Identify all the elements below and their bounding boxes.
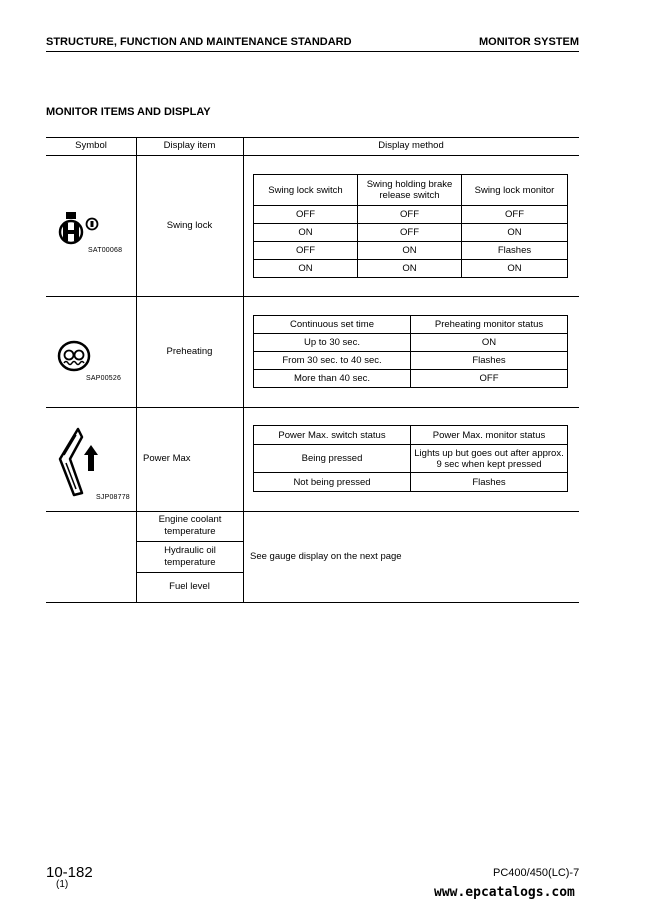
table-cell: Lights up but goes out after approx. 9 sec when kept pressed [411, 445, 568, 473]
power-max-icon [52, 425, 102, 497]
power-max-subheader: Power Max. monitor status [411, 426, 568, 445]
preheating-icon [56, 338, 96, 374]
header-left: STRUCTURE, FUNCTION AND MAINTENANCE STANDARD [46, 36, 352, 48]
revision-number: (1) [56, 879, 69, 890]
table-cell: ON [411, 334, 568, 352]
table-cell: ON [462, 224, 568, 242]
table-cell: OFF [411, 370, 568, 388]
swing-lock-symbol-code: SAT00068 [88, 247, 123, 254]
table-cell: ON [358, 260, 462, 278]
col-header-display-item: Display item [163, 140, 216, 151]
gauge-method-note: See gauge display on the next page [250, 551, 402, 562]
table-row [254, 260, 568, 278]
table-cell: Being pressed [254, 445, 411, 473]
table-header-rule [46, 155, 579, 156]
power-max-symbol-code: SJP08778 [96, 494, 130, 501]
table-cell: ON [462, 260, 568, 278]
col-header-display-method: Display method [378, 140, 444, 151]
col-rule-2 [243, 137, 244, 603]
table-cell: ON [254, 224, 358, 242]
table-cell: Flashes [411, 352, 568, 370]
col-rule-1 [136, 137, 137, 603]
table-row [254, 445, 568, 473]
table-row [254, 473, 568, 492]
table-cell: OFF [462, 206, 568, 224]
table-cell: ON [358, 242, 462, 260]
preheating-subheader: Continuous set time [254, 316, 411, 334]
item-swing-lock: Swing lock [166, 220, 213, 231]
table-cell: OFF [254, 242, 358, 260]
table-cell: OFF [254, 206, 358, 224]
table-cell: ON [254, 260, 358, 278]
table-row [254, 334, 568, 352]
table-top-rule [46, 137, 579, 138]
row-rule-3 [46, 511, 579, 512]
item-preheating: Preheating [166, 346, 213, 357]
swing-lock-subheader: Swing lock switch [254, 175, 358, 206]
item-power-max: Power Max [143, 453, 191, 464]
preheating-subheader: Preheating monitor status [411, 316, 568, 334]
preheating-symbol-code: SAP00526 [86, 375, 122, 382]
header-right: MONITOR SYSTEM [478, 36, 579, 48]
power-max-subheader: Power Max. switch status [254, 426, 411, 445]
model-number: PC400/450(LC)-7 [493, 867, 580, 879]
swing-lock-subheader: Swing holding brake release switch [358, 175, 462, 206]
col-header-symbol: Symbol [75, 140, 107, 151]
table-cell: Up to 30 sec. [254, 334, 411, 352]
table-cell: Flashes [411, 473, 568, 492]
page-number: 10-182 [46, 864, 93, 881]
table-cell: OFF [358, 206, 462, 224]
gauge-rule-1 [136, 541, 243, 542]
item-fuel-level: Fuel level [169, 581, 210, 592]
item-hydraulic-oil-temperature: Hydraulic oil temperature [164, 545, 216, 568]
table-row [254, 206, 568, 224]
table-row [254, 370, 568, 388]
section-title: MONITOR ITEMS AND DISPLAY [46, 106, 211, 118]
item-engine-coolant-temperature: Engine coolant temperature [158, 514, 222, 537]
header-rule [46, 51, 579, 52]
table-row [254, 224, 568, 242]
table-cell: Flashes [462, 242, 568, 260]
table-cell: Not being pressed [254, 473, 411, 492]
table-bottom-rule [46, 602, 579, 603]
preheating-table [253, 315, 568, 388]
table-row [254, 352, 568, 370]
power-max-table [253, 425, 568, 492]
row-rule-1 [46, 296, 579, 297]
swing-lock-subheader: Swing lock monitor [462, 175, 568, 206]
table-cell: From 30 sec. to 40 sec. [254, 352, 411, 370]
table-cell: More than 40 sec. [254, 370, 411, 388]
swing-lock-icon [54, 207, 100, 251]
swing-lock-table [253, 174, 568, 278]
row-rule-2 [46, 407, 579, 408]
gauge-rule-2 [136, 572, 243, 573]
website-watermark: www.epcatalogs.com [434, 885, 575, 900]
table-cell: OFF [358, 224, 462, 242]
table-row [254, 242, 568, 260]
